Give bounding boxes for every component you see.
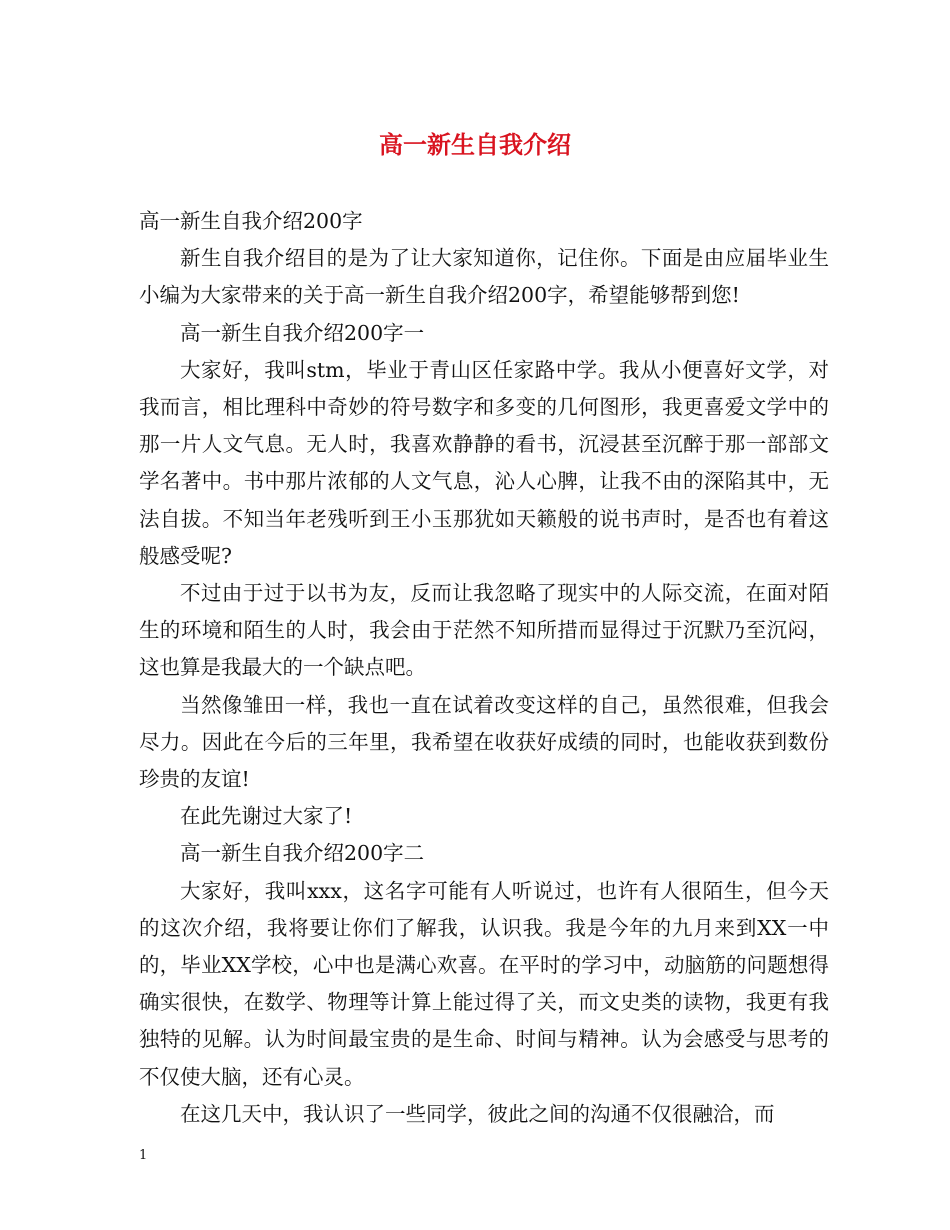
- page-number: 1: [139, 1148, 148, 1163]
- subtitle-paragraph: 高一新生自我介绍200字: [139, 209, 363, 233]
- body-paragraph: 大家好，我叫stm，毕业于青山区任家路中学。我从小便喜好文学，对我而言，相比理科中奇妙的符号数字和多变的几何图形，我更喜爱文学中的那一片人文气息。无人时，我喜欢静静的看书，沉浸甚至沉醉于那一部部文学名著中。书中那片浓郁的人文气息，沁人心脾，让我不由的深陷其中，无法自拔。不知当年老残听到王小玉那犹如天籁般的说书声时，是否也有着这般感受呢?: [139, 357, 829, 568]
- section-heading-one: 高一新生自我介绍200字一: [180, 320, 425, 345]
- intro-paragraph: 新生自我介绍目的是为了让大家知道你，记住你。下面是由应届毕业生小编为大家带来的关于高一新生自我介绍200字，希望能够帮到您!: [139, 246, 829, 308]
- body-paragraph: 当然像雏田一样，我也一直在试着改变这样的自己，虽然很难，但我会尽力。因此在今后的三年里，我希望在收获好成绩的同时，也能收获到数份珍贵的友谊!: [139, 692, 829, 792]
- body-paragraph: 在这几天中，我认识了一些同学，彼此之间的沟通不仅很融洽，而: [180, 1101, 775, 1126]
- body-paragraph: 大家好，我叫xxx，这名字可能有人听说过，也许有人很陌生，但今天的这次介绍，我将要让你们了解我，认识我。我是今年的九月来到XX一中的，毕业XX学校，心中也是满心欢喜。在平时的学习中，动脑筋的问题想得确实很快，在数学、物理等计算上能过得了关，而文史类的读物，我更有我独特的见解。认为时间最宝贵的是生命、时间与精神。认为会感受与思考的不仅使大脑，还有心灵。: [139, 878, 829, 1089]
- document-title: 高一新生自我介绍: [379, 130, 571, 159]
- document-body: [139, 203, 829, 1133]
- body-paragraph: 在此先谢过大家了!: [180, 804, 353, 829]
- section-heading-two: 高一新生自我介绍200字二: [180, 841, 425, 866]
- body-paragraph: 不过由于过于以书为友，反而让我忽略了现实中的人际交流，在面对陌生的环境和陌生的人时，我会由于茫然不知所措而显得过于沉默乃至沉闷，这也算是我最大的一个缺点吧。: [139, 581, 829, 680]
